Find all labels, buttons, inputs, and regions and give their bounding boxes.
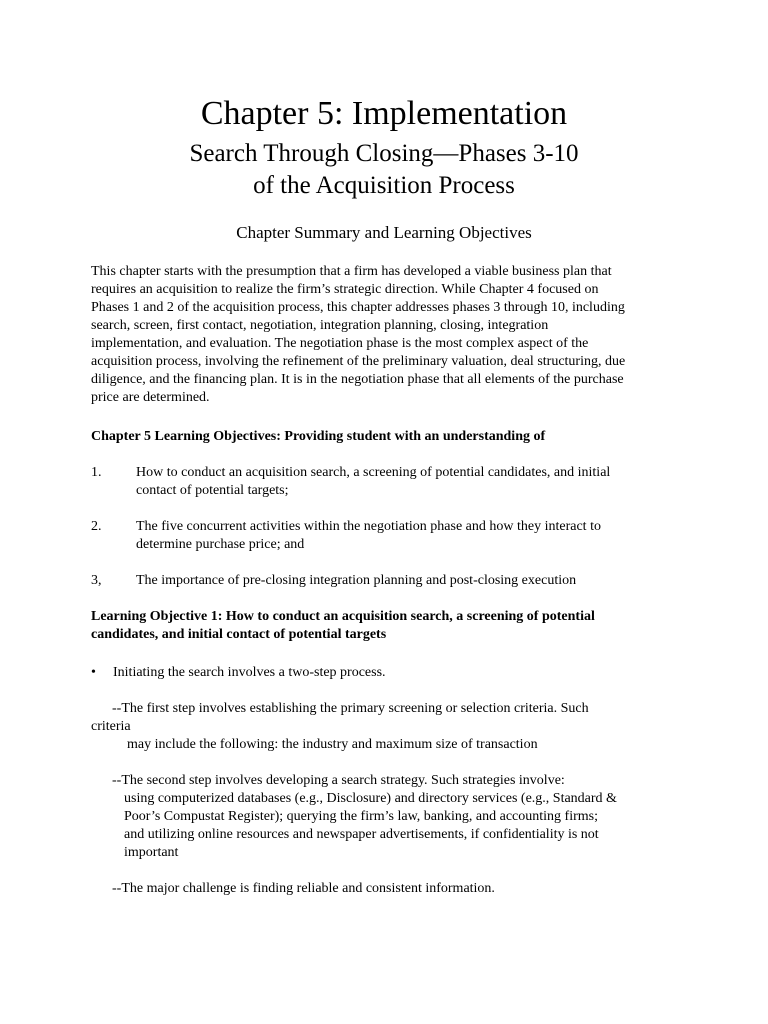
summary-line: implementation, and evaluation. The negotiation phase is the most complex aspect of the — [91, 336, 589, 351]
section-heading: Chapter Summary and Learning Objectives — [236, 223, 532, 242]
bullet-icon: • — [91, 665, 96, 680]
step-2-line: using computerized databases (e.g., Disclosure) and directory services (e.g., Standard & — [124, 791, 617, 806]
objective-number: 2. — [91, 519, 102, 534]
objective-text — [136, 464, 696, 500]
chapter-subtitle-line-2: of the Acquisition Process — [253, 172, 515, 199]
chapter-subtitle-line-1: Search Through Closing—Phases 3-10 — [189, 140, 579, 167]
objective-line: The importance of pre-closing integration planning and post-closing execution — [136, 573, 577, 588]
objective-line: contact of potential targets; — [136, 483, 289, 498]
summary-line: requires an acquisition to realize the firm’s strategic direction. While Chapter 4 focused on — [91, 282, 599, 297]
step-2-line: and utilizing online resources and newspaper advertisements, if confidentiality is not — [124, 827, 599, 842]
summary-line: price are determined. — [91, 390, 210, 405]
chapter-title: Chapter 5: Implementation — [200, 95, 568, 132]
objective-line: The five concurrent activities within the negotiation phase and how they interact to — [136, 519, 601, 534]
bullet-text: Initiating the search involves a two-step process. — [113, 665, 386, 680]
step-3-text: --The major challenge is finding reliable and consistent information. — [112, 881, 495, 896]
summary-line: This chapter starts with the presumption that a firm has developed a viable business plan that — [91, 264, 612, 279]
learning-objective-1-heading — [91, 608, 691, 644]
heading-line: candidates, and initial contact of potential targets — [91, 627, 387, 642]
summary-line: acquisition process, involving the refinement of the preliminary valuation, deal structuring, due — [91, 354, 626, 369]
learning-objectives-heading: Chapter 5 Learning Objectives: Providing student with an understanding of — [91, 429, 546, 444]
summary-line: Phases 1 and 2 of the acquisition process, this chapter addresses phases 3 through 10, including — [91, 300, 625, 315]
chapter-summary-paragraph — [91, 263, 691, 407]
objective-line: determine purchase price; and — [136, 537, 305, 552]
step-1-text-wrap: criteria — [91, 719, 131, 734]
step-2-line: --The second step involves developing a search strategy. Such strategies involve: — [112, 773, 565, 788]
summary-line: search, screen, first contact, negotiation, integration planning, closing, integration — [91, 318, 549, 333]
step-1-text: --The first step involves establishing the primary screening or selection criteria. Such — [112, 701, 589, 716]
objective-text — [136, 572, 696, 590]
step-2-line: Poor’s Compustat Register); querying the firm’s law, banking, and accounting firms; — [124, 809, 598, 824]
objective-number: 1. — [91, 465, 102, 480]
step-2-line: important — [124, 845, 179, 860]
objective-number: 3, — [91, 573, 102, 588]
step-1-text-continued: may include the following: the industry and maximum size of transaction — [127, 737, 538, 752]
heading-line: Learning Objective 1: How to conduct an acquisition search, a screening of potential — [91, 609, 595, 624]
summary-line: diligence, and the financing plan. It is in the negotiation phase that all elements of the purchase — [91, 372, 624, 387]
objective-line: How to conduct an acquisition search, a screening of potential candidates, and initial — [136, 465, 611, 480]
step-2-text — [112, 772, 617, 862]
objective-text — [136, 518, 696, 554]
